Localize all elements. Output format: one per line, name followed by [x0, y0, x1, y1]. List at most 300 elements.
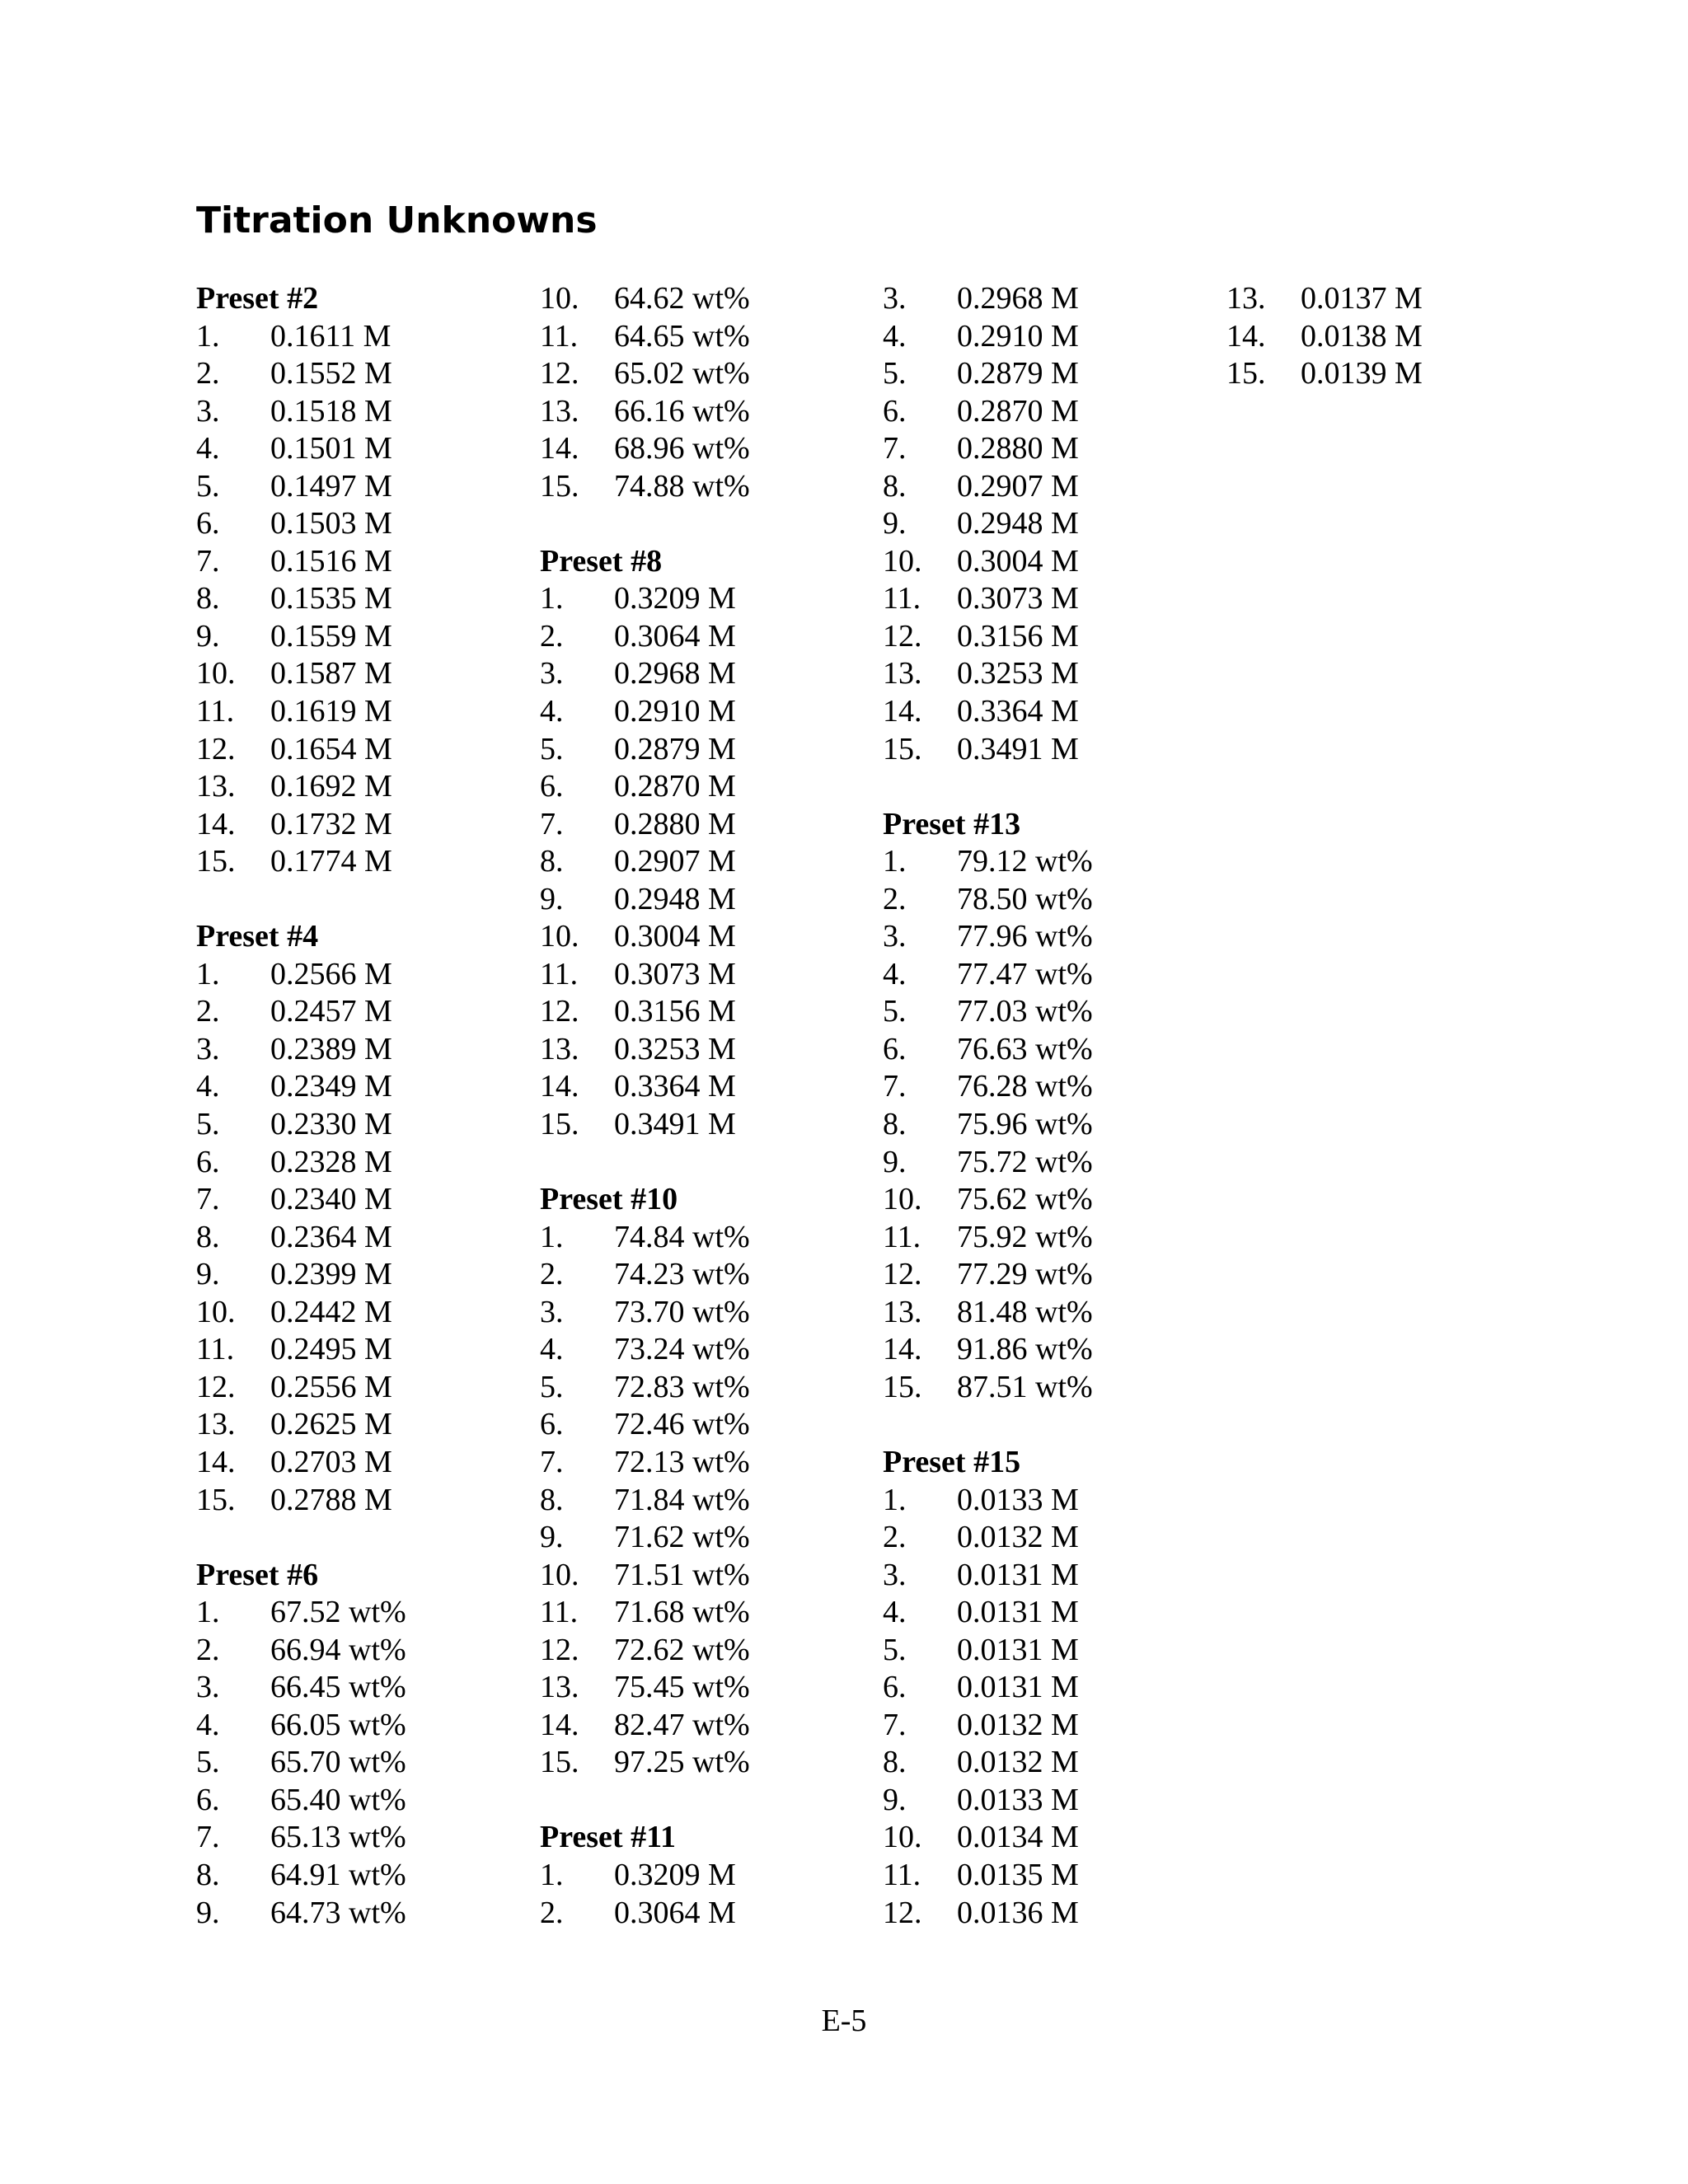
item-number: 12.	[196, 731, 236, 766]
item-value: 0.2788 M	[270, 1482, 392, 1517]
item-value: 65.13 wt%	[270, 1820, 406, 1855]
item-value: 73.24 wt%	[614, 1332, 750, 1367]
item-number: 5.	[540, 1369, 564, 1404]
item-number: 2.	[540, 618, 564, 654]
item-number: 15.	[1226, 356, 1266, 391]
item-number: 10.	[540, 281, 579, 316]
list-item	[883, 1482, 1212, 1520]
item-number: 14.	[196, 806, 236, 841]
item-value: 0.0131 M	[957, 1632, 1079, 1667]
list-item	[196, 430, 526, 468]
item-number: 7.	[540, 1444, 564, 1479]
item-value: 72.62 wt%	[614, 1632, 750, 1667]
list-item	[540, 1669, 870, 1707]
item-number: 2.	[540, 1257, 564, 1292]
list-item	[540, 1106, 870, 1144]
item-number: 11.	[540, 318, 579, 354]
list-item	[883, 1782, 1212, 1820]
item-value: 0.2948 M	[957, 506, 1079, 541]
item-value: 66.45 wt%	[270, 1670, 406, 1705]
item-number: 13.	[883, 1294, 922, 1329]
item-number: 12.	[196, 1369, 236, 1404]
item-value: 0.2457 M	[270, 994, 392, 1029]
item-number: 13.	[883, 656, 922, 691]
list-item	[883, 355, 1212, 393]
list-item	[540, 355, 870, 393]
item-number: 1.	[540, 1219, 564, 1254]
item-value: 66.05 wt%	[270, 1707, 406, 1742]
list-item	[196, 956, 526, 994]
item-number: 13.	[196, 1407, 236, 1442]
item-value: 0.1535 M	[270, 581, 392, 616]
item-number: 7.	[883, 1707, 907, 1742]
list-item	[540, 1369, 870, 1407]
item-number: 4.	[196, 1069, 220, 1104]
item-number: 8.	[883, 468, 907, 504]
list-item	[540, 1406, 870, 1444]
item-value: 0.2879 M	[614, 731, 736, 766]
item-value: 0.2703 M	[270, 1444, 392, 1479]
list-item	[540, 1256, 870, 1294]
item-value: 75.96 wt%	[957, 1107, 1093, 1142]
list-item	[540, 1444, 870, 1482]
list-item	[883, 580, 1212, 618]
list-item	[883, 843, 1212, 881]
item-value: 77.29 wt%	[957, 1257, 1093, 1292]
item-value: 0.0133 M	[957, 1482, 1079, 1517]
item-value: 0.1611 M	[270, 318, 392, 354]
item-value: 0.0131 M	[957, 1595, 1079, 1630]
item-number: 4.	[883, 1595, 907, 1630]
item-value: 64.62 wt%	[614, 281, 750, 316]
item-number: 6.	[196, 1144, 220, 1179]
item-value: 0.0137 M	[1301, 281, 1423, 316]
list-item	[196, 1144, 526, 1182]
list-item	[196, 1857, 526, 1895]
spacer	[883, 1406, 1212, 1444]
list-item	[196, 843, 526, 881]
list-item	[883, 1294, 1212, 1332]
item-number: 8.	[883, 1745, 907, 1780]
spacer	[196, 881, 526, 919]
item-value: 81.48 wt%	[957, 1294, 1093, 1329]
item-number: 2.	[196, 994, 220, 1029]
item-number: 3.	[196, 1670, 220, 1705]
item-number: 11.	[883, 581, 921, 616]
item-value: 0.3073 M	[957, 581, 1079, 616]
list-item	[883, 693, 1212, 731]
item-value: 0.1559 M	[270, 618, 392, 654]
item-value: 78.50 wt%	[957, 881, 1093, 916]
list-item	[883, 318, 1212, 356]
list-item	[540, 956, 870, 994]
item-value: 87.51 wt%	[957, 1369, 1093, 1404]
item-number: 5.	[196, 1107, 220, 1142]
preset-heading: Preset #13	[883, 806, 1021, 841]
item-number: 7.	[540, 806, 564, 841]
item-number: 12.	[540, 356, 579, 391]
item-value: 0.2389 M	[270, 1031, 392, 1066]
item-value: 75.92 wt%	[957, 1219, 1093, 1254]
list-item	[883, 1181, 1212, 1219]
item-value: 0.1654 M	[270, 731, 392, 766]
item-value: 0.2910 M	[957, 318, 1079, 354]
list-item	[883, 993, 1212, 1031]
list-item	[540, 393, 870, 431]
item-number: 8.	[540, 844, 564, 879]
item-value: 0.2442 M	[270, 1294, 392, 1329]
item-value: 0.0132 M	[957, 1707, 1079, 1742]
list-item	[883, 280, 1212, 318]
list-item	[883, 543, 1212, 581]
list-item	[883, 1331, 1212, 1369]
item-value: 71.62 wt%	[614, 1520, 750, 1555]
item-value: 65.40 wt%	[270, 1782, 406, 1817]
item-number: 2.	[883, 1520, 907, 1555]
item-number: 1.	[196, 956, 220, 991]
item-number: 11.	[540, 956, 579, 991]
item-value: 64.91 wt%	[270, 1857, 406, 1892]
item-number: 15.	[540, 1745, 579, 1780]
item-value: 0.2968 M	[957, 281, 1079, 316]
item-value: 76.63 wt%	[957, 1031, 1093, 1066]
list-item	[540, 1219, 870, 1257]
list-item	[540, 1331, 870, 1369]
item-number: 10.	[196, 656, 236, 691]
list-item	[883, 1106, 1212, 1144]
list-item	[883, 468, 1212, 506]
item-value: 67.52 wt%	[270, 1595, 406, 1630]
item-value: 0.0131 M	[957, 1557, 1079, 1592]
item-value: 71.68 wt%	[614, 1595, 750, 1630]
item-value: 0.3004 M	[957, 543, 1079, 579]
item-value: 0.0134 M	[957, 1820, 1079, 1855]
item-number: 11.	[883, 1857, 921, 1892]
list-item	[883, 1557, 1212, 1595]
list-item	[883, 1219, 1212, 1257]
item-value: 0.2880 M	[957, 431, 1079, 466]
item-value: 74.88 wt%	[614, 468, 750, 504]
list-item	[883, 1068, 1212, 1106]
list-item	[540, 1519, 870, 1557]
list-item	[196, 1369, 526, 1407]
list-item	[540, 731, 870, 769]
item-number: 10.	[883, 1820, 922, 1855]
list-item	[196, 1594, 526, 1632]
item-number: 10.	[883, 1182, 922, 1217]
column-4	[1226, 280, 1556, 393]
item-value: 66.94 wt%	[270, 1632, 406, 1667]
list-item	[196, 1707, 526, 1745]
item-value: 0.3209 M	[614, 1857, 736, 1892]
list-item	[1226, 355, 1556, 393]
list-item	[883, 1857, 1212, 1895]
item-value: 0.1692 M	[270, 769, 392, 804]
item-number: 13.	[1226, 281, 1266, 316]
item-value: 77.03 wt%	[957, 994, 1093, 1029]
list-item	[196, 1068, 526, 1106]
item-number: 9.	[196, 1895, 220, 1930]
item-number: 5.	[196, 468, 220, 504]
preset-heading: Preset #6	[196, 1557, 319, 1592]
item-number: 4.	[196, 1707, 220, 1742]
list-item	[540, 1068, 870, 1106]
item-value: 0.2330 M	[270, 1107, 392, 1142]
item-value: 74.23 wt%	[614, 1257, 750, 1292]
item-number: 10.	[540, 1557, 579, 1592]
item-value: 72.46 wt%	[614, 1407, 750, 1442]
item-value: 0.1516 M	[270, 543, 392, 579]
item-number: 3.	[540, 656, 564, 691]
item-value: 82.47 wt%	[614, 1707, 750, 1742]
item-number: 5.	[540, 731, 564, 766]
list-item	[883, 1707, 1212, 1745]
item-number: 4.	[883, 956, 907, 991]
item-number: 13.	[540, 393, 579, 429]
list-item	[196, 1744, 526, 1782]
item-number: 4.	[540, 694, 564, 729]
item-number: 6.	[540, 769, 564, 804]
item-number: 14.	[540, 431, 579, 466]
list-item	[883, 956, 1212, 994]
list-item	[540, 468, 870, 506]
item-value: 0.2340 M	[270, 1182, 392, 1217]
list-item	[540, 1294, 870, 1332]
list-item	[196, 618, 526, 656]
item-number: 9.	[540, 1520, 564, 1555]
list-item	[540, 318, 870, 356]
list-item	[540, 1895, 870, 1933]
list-item	[540, 580, 870, 618]
item-number: 4.	[883, 318, 907, 354]
list-item	[196, 355, 526, 393]
list-item	[540, 1707, 870, 1745]
list-item	[196, 1782, 526, 1820]
item-number: 3.	[196, 393, 220, 429]
list-item	[196, 693, 526, 731]
list-item	[196, 1106, 526, 1144]
item-number: 3.	[883, 281, 907, 316]
item-value: 77.47 wt%	[957, 956, 1093, 991]
item-number: 7.	[883, 431, 907, 466]
column-2	[540, 280, 870, 1932]
item-value: 72.83 wt%	[614, 1369, 750, 1404]
list-item	[196, 1819, 526, 1857]
item-value: 0.0133 M	[957, 1782, 1079, 1817]
list-item	[883, 1819, 1212, 1857]
list-item	[540, 1857, 870, 1895]
list-item	[196, 1181, 526, 1219]
item-value: 0.2495 M	[270, 1332, 392, 1367]
list-item	[540, 1744, 870, 1782]
list-item	[196, 1632, 526, 1670]
item-value: 0.2907 M	[957, 468, 1079, 504]
list-item	[196, 1406, 526, 1444]
item-number: 9.	[196, 1257, 220, 1292]
item-number: 5.	[883, 1632, 907, 1667]
item-value: 0.2364 M	[270, 1219, 392, 1254]
list-item	[883, 1519, 1212, 1557]
item-value: 0.3064 M	[614, 1895, 736, 1930]
item-number: 15.	[196, 844, 236, 879]
list-item	[883, 1669, 1212, 1707]
item-number: 6.	[196, 506, 220, 541]
item-number: 15.	[883, 731, 922, 766]
item-value: 79.12 wt%	[957, 844, 1093, 879]
list-item	[883, 1895, 1212, 1933]
list-item	[1226, 280, 1556, 318]
list-item	[540, 693, 870, 731]
item-number: 9.	[883, 1144, 907, 1179]
item-number: 11.	[540, 1595, 579, 1630]
item-number: 1.	[883, 1482, 907, 1517]
item-number: 6.	[196, 1782, 220, 1817]
item-number: 6.	[540, 1407, 564, 1442]
item-value: 0.0131 M	[957, 1670, 1079, 1705]
item-value: 0.3156 M	[614, 994, 736, 1029]
item-number: 15.	[196, 1482, 236, 1517]
list-item	[1226, 318, 1556, 356]
column-1	[196, 280, 526, 1932]
list-item	[196, 468, 526, 506]
item-value: 0.2880 M	[614, 806, 736, 841]
item-value: 0.1503 M	[270, 506, 392, 541]
item-value: 0.1587 M	[270, 656, 392, 691]
list-item	[883, 1369, 1212, 1407]
list-item	[196, 1482, 526, 1520]
item-value: 0.1732 M	[270, 806, 392, 841]
item-number: 8.	[196, 1219, 220, 1254]
list-item	[883, 393, 1212, 431]
spacer	[540, 505, 870, 543]
list-item	[196, 1331, 526, 1369]
item-value: 0.3004 M	[614, 919, 736, 954]
item-value: 0.2968 M	[614, 656, 736, 691]
list-item	[540, 1482, 870, 1520]
item-value: 0.2625 M	[270, 1407, 392, 1442]
item-number: 14.	[1226, 318, 1266, 354]
list-item	[196, 505, 526, 543]
item-value: 72.13 wt%	[614, 1444, 750, 1479]
item-number: 5.	[883, 994, 907, 1029]
item-value: 0.3073 M	[614, 956, 736, 991]
item-value: 64.73 wt%	[270, 1895, 406, 1930]
list-item	[540, 918, 870, 956]
list-item	[196, 580, 526, 618]
spacer	[883, 768, 1212, 806]
item-number: 7.	[196, 1820, 220, 1855]
item-value: 0.1518 M	[270, 393, 392, 429]
item-value: 0.2910 M	[614, 694, 736, 729]
item-value: 0.3491 M	[614, 1107, 736, 1142]
page-number: E-5	[821, 2004, 867, 2038]
item-number: 2.	[196, 1632, 220, 1667]
item-number: 2.	[196, 356, 220, 391]
item-value: 71.84 wt%	[614, 1482, 750, 1517]
item-value: 75.72 wt%	[957, 1144, 1093, 1179]
item-number: 14.	[540, 1707, 579, 1742]
preset-heading: Preset #4	[196, 919, 319, 954]
item-number: 1.	[196, 1595, 220, 1630]
item-value: 0.1497 M	[270, 468, 392, 504]
list-item	[540, 430, 870, 468]
list-item	[883, 655, 1212, 693]
list-item	[196, 393, 526, 431]
item-number: 4.	[196, 431, 220, 466]
item-number: 12.	[540, 994, 579, 1029]
item-value: 97.25 wt%	[614, 1745, 750, 1780]
list-item	[540, 1632, 870, 1670]
item-number: 1.	[196, 318, 220, 354]
preset-heading: Preset #2	[196, 281, 319, 316]
item-value: 0.0135 M	[957, 1857, 1079, 1892]
item-value: 0.1501 M	[270, 431, 392, 466]
list-item	[883, 1256, 1212, 1294]
item-value: 75.45 wt%	[614, 1670, 750, 1705]
list-item	[540, 881, 870, 919]
list-item	[196, 1444, 526, 1482]
item-value: 0.3209 M	[614, 581, 736, 616]
list-item	[883, 918, 1212, 956]
list-item	[540, 993, 870, 1031]
item-value: 0.0139 M	[1301, 356, 1423, 391]
list-item	[540, 806, 870, 844]
item-number: 13.	[540, 1670, 579, 1705]
item-number: 6.	[883, 1670, 907, 1705]
item-number: 8.	[883, 1107, 907, 1142]
item-number: 12.	[883, 1257, 922, 1292]
item-number: 1.	[883, 844, 907, 879]
item-value: 0.2870 M	[614, 769, 736, 804]
item-value: 73.70 wt%	[614, 1294, 750, 1329]
item-value: 76.28 wt%	[957, 1069, 1093, 1104]
list-item	[540, 655, 870, 693]
list-item	[883, 881, 1212, 919]
preset-heading: Preset #8	[540, 543, 663, 579]
item-value: 0.3156 M	[957, 618, 1079, 654]
list-item	[196, 1031, 526, 1069]
spacer	[196, 1519, 526, 1557]
item-value: 75.62 wt%	[957, 1182, 1093, 1217]
item-number: 14.	[540, 1069, 579, 1104]
item-value: 0.3064 M	[614, 618, 736, 654]
list-item	[883, 1031, 1212, 1069]
list-item	[883, 1144, 1212, 1182]
list-item	[883, 430, 1212, 468]
list-item	[196, 1219, 526, 1257]
list-item	[196, 318, 526, 356]
item-value: 0.2948 M	[614, 881, 736, 916]
item-number: 12.	[540, 1632, 579, 1667]
item-number: 9.	[196, 618, 220, 654]
spacer	[540, 1782, 870, 1820]
item-number: 13.	[540, 1031, 579, 1066]
item-number: 11.	[196, 1332, 235, 1367]
list-item	[196, 993, 526, 1031]
preset-heading: Preset #15	[883, 1444, 1021, 1479]
item-number: 2.	[540, 1895, 564, 1930]
list-item	[540, 1557, 870, 1595]
item-number: 7.	[196, 543, 220, 579]
item-value: 0.2566 M	[270, 956, 392, 991]
item-value: 0.0132 M	[957, 1520, 1079, 1555]
item-value: 0.1552 M	[270, 356, 392, 391]
item-value: 66.16 wt%	[614, 393, 750, 429]
item-value: 0.3364 M	[957, 694, 1079, 729]
item-value: 0.2879 M	[957, 356, 1079, 391]
item-value: 0.2870 M	[957, 393, 1079, 429]
item-value: 0.3491 M	[957, 731, 1079, 766]
